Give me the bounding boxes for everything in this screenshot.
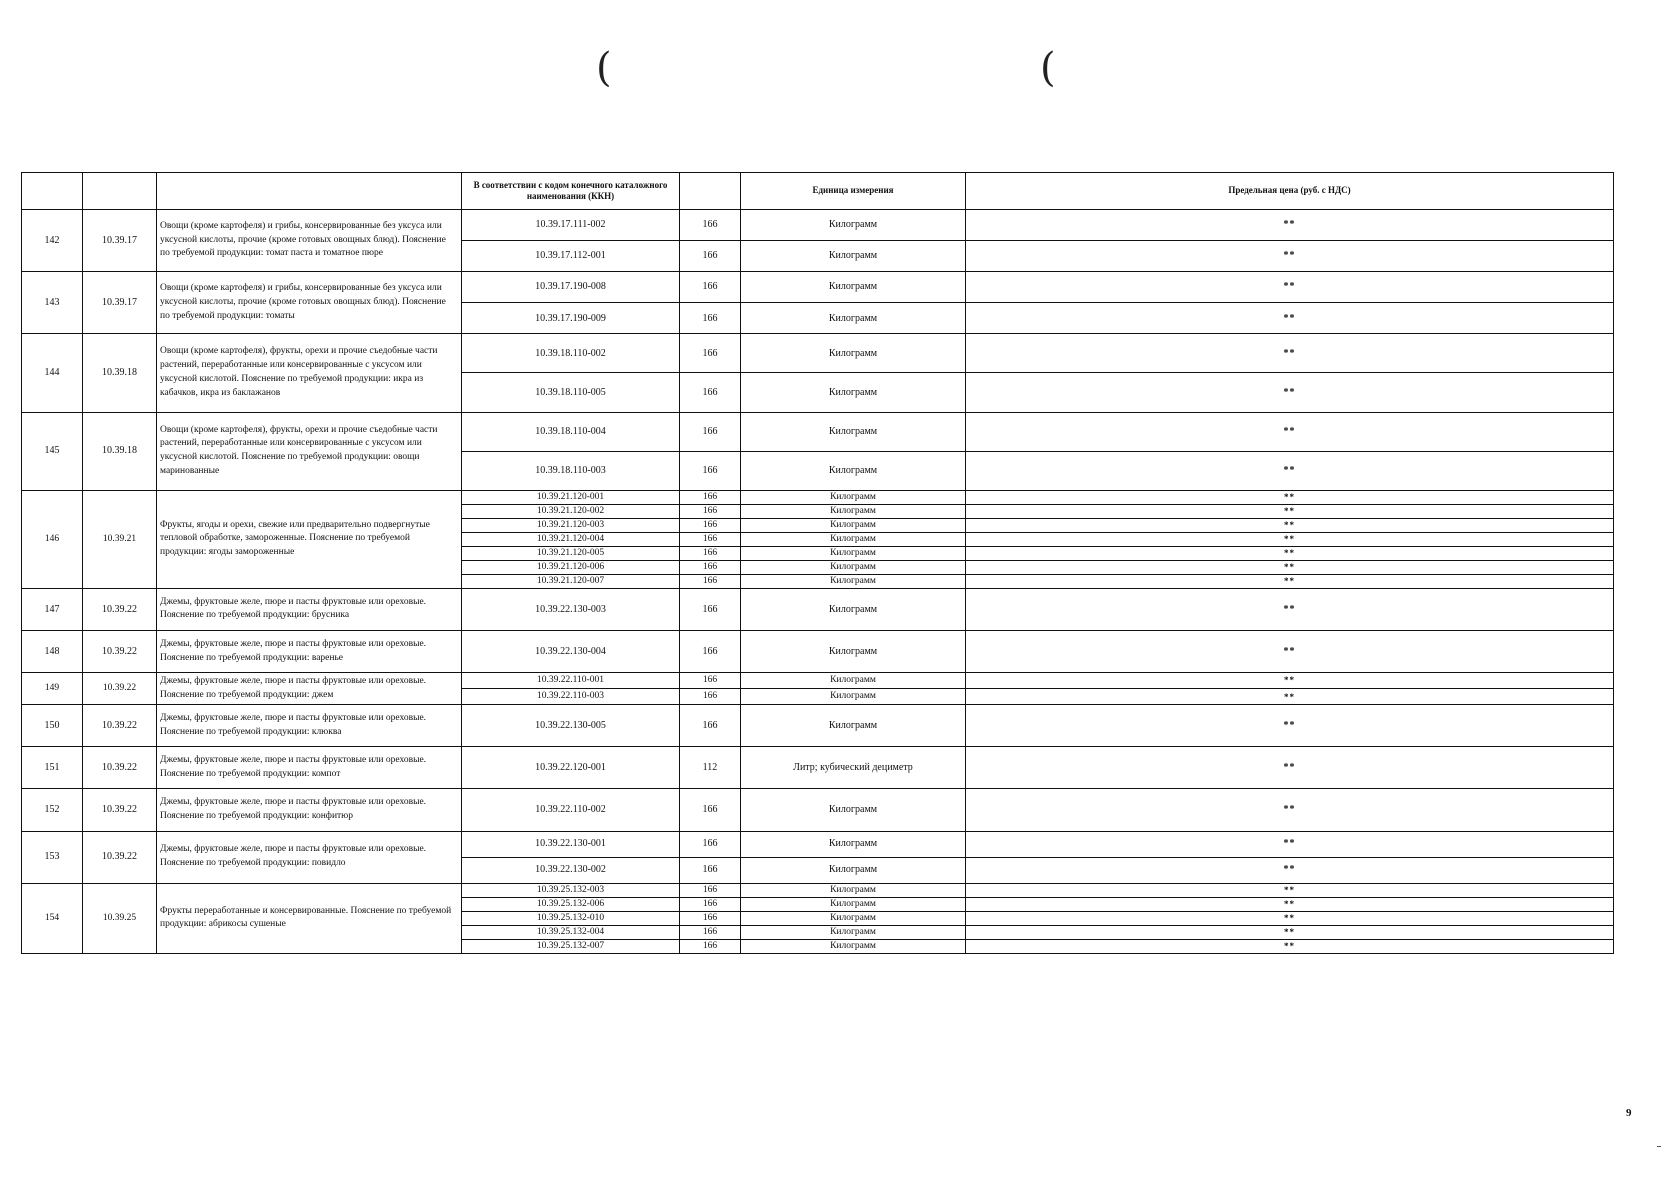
unit-name: Килограмм (741, 210, 966, 241)
bracket-mark-left: ( (596, 45, 612, 91)
unit-name: Килограмм (741, 588, 966, 630)
unit-name: Килограмм (741, 925, 966, 939)
okei-code: 166 (680, 789, 741, 831)
max-price: ** (966, 789, 1614, 831)
table-body (22, 210, 1614, 954)
ktru-code: 10.39.17.190-009 (462, 303, 680, 334)
max-price: ** (966, 897, 1614, 911)
okpd-code: 10.39.22 (83, 673, 157, 705)
ktru-code: 10.39.17.112-001 (462, 241, 680, 272)
ktru-code: 10.39.21.120-002 (462, 504, 680, 518)
unit-name: Килограмм (741, 789, 966, 831)
max-price: ** (966, 210, 1614, 241)
okpd-code: 10.39.18 (83, 334, 157, 412)
header-okei-code (680, 173, 741, 210)
ktru-code: 10.39.25.132-006 (462, 897, 680, 911)
ktru-code: 10.39.22.130-004 (462, 631, 680, 673)
unit-name: Килограмм (741, 560, 966, 574)
max-price: ** (966, 272, 1614, 303)
okpd-code: 10.39.21 (83, 490, 157, 588)
header-unit: Единица измерения (741, 173, 966, 210)
unit-name: Килограмм (741, 334, 966, 373)
product-description: Овощи (кроме картофеля), фрукты, орехи и прочие съедобные части растений, переработанные или консервированные с уксусом или уксусной кислотой. Пояснение по требуемой продукции: икра из кабачков, икра из баклажанов (157, 334, 462, 412)
max-price: ** (966, 303, 1614, 334)
max-price: ** (966, 857, 1614, 883)
max-price: ** (966, 574, 1614, 588)
max-price: ** (966, 883, 1614, 897)
okpd-code: 10.39.22 (83, 705, 157, 747)
okei-code: 166 (680, 210, 741, 241)
okpd-code: 10.39.22 (83, 789, 157, 831)
okei-code: 166 (680, 588, 741, 630)
ktru-code: 10.39.22.120-001 (462, 747, 680, 789)
okei-code: 166 (680, 631, 741, 673)
max-price: ** (966, 925, 1614, 939)
max-price: ** (966, 560, 1614, 574)
ktru-code: 10.39.25.132-003 (462, 883, 680, 897)
product-description: Джемы, фруктовые желе, пюре и пасты фруктовые или ореховые. Пояснение по требуемой продукции: конфитюр (157, 789, 462, 831)
row-number: 150 (22, 705, 83, 747)
okei-code: 166 (680, 857, 741, 883)
product-description: Джемы, фруктовые желе, пюре и пасты фруктовые или ореховые. Пояснение по требуемой продукции: компот (157, 747, 462, 789)
unit-name: Килограмм (741, 412, 966, 451)
unit-name: Килограмм (741, 631, 966, 673)
page-number: 9 (1626, 1107, 1632, 1119)
unit-name: Килограмм (741, 373, 966, 412)
okpd-code: 10.39.22 (83, 831, 157, 883)
price-limits-table (21, 172, 1614, 954)
product-description: Джемы, фруктовые желе, пюре и пасты фруктовые или ореховые. Пояснение по требуемой продукции: джем (157, 673, 462, 705)
row-number: 146 (22, 490, 83, 588)
unit-name: Килограмм (741, 490, 966, 504)
max-price: ** (966, 831, 1614, 857)
okei-code: 166 (680, 673, 741, 689)
okpd-code: 10.39.18 (83, 412, 157, 490)
max-price: ** (966, 588, 1614, 630)
header-okpd-code (83, 173, 157, 210)
unit-name: Килограмм (741, 546, 966, 560)
okei-code: 166 (680, 546, 741, 560)
header-name (157, 173, 462, 210)
table-row (22, 272, 1614, 303)
ktru-code: 10.39.21.120-007 (462, 574, 680, 588)
product-description: Фрукты, ягоды и орехи, свежие или предварительно подвергнутые тепловой обработке, замороженные. Пояснение по требуемой продукции: ягоды замороженные (157, 490, 462, 588)
table-row (22, 412, 1614, 451)
unit-name: Килограмм (741, 272, 966, 303)
ktru-code: 10.39.18.110-002 (462, 334, 680, 373)
unit-name: Килограмм (741, 574, 966, 588)
table-row (22, 334, 1614, 373)
ktru-code: 10.39.25.132-004 (462, 925, 680, 939)
table-row (22, 631, 1614, 673)
max-price: ** (966, 673, 1614, 689)
okpd-code: 10.39.22 (83, 631, 157, 673)
ktru-code: 10.39.25.132-010 (462, 911, 680, 925)
table-row (22, 747, 1614, 789)
max-price: ** (966, 373, 1614, 412)
unit-name: Килограмм (741, 532, 966, 546)
okei-code: 166 (680, 705, 741, 747)
table-row (22, 210, 1614, 241)
product-description: Джемы, фруктовые желе, пюре и пасты фруктовые или ореховые. Пояснение по требуемой продукции: брусника (157, 588, 462, 630)
ktru-code: 10.39.17.111-002 (462, 210, 680, 241)
max-price: ** (966, 241, 1614, 272)
max-price: ** (966, 631, 1614, 673)
okei-code: 112 (680, 747, 741, 789)
product-description: Джемы, фруктовые желе, пюре и пасты фруктовые или ореховые. Пояснение по требуемой продукции: варенье (157, 631, 462, 673)
ktru-code: 10.39.21.120-005 (462, 546, 680, 560)
okpd-code: 10.39.22 (83, 747, 157, 789)
header-ktru-code: В соответствии с кодом конечного каталожного наименования (ККН) (462, 173, 680, 210)
product-description: Овощи (кроме картофеля) и грибы, консервированные без уксуса или уксусной кислоты, прочие (кроме готовых овощных блюд). Пояснение по требуемой продукции: томаты (157, 272, 462, 334)
max-price: ** (966, 939, 1614, 953)
okei-code: 166 (680, 451, 741, 490)
ktru-code: 10.39.22.110-003 (462, 689, 680, 705)
unit-name: Килограмм (741, 303, 966, 334)
table-row (22, 883, 1614, 897)
ktru-code: 10.39.18.110-004 (462, 412, 680, 451)
row-number: 143 (22, 272, 83, 334)
row-number: 154 (22, 883, 83, 953)
okei-code: 166 (680, 504, 741, 518)
ktru-code: 10.39.21.120-004 (462, 532, 680, 546)
product-description: Джемы, фруктовые желе, пюре и пасты фруктовые или ореховые. Пояснение по требуемой продукции: клюква (157, 705, 462, 747)
row-number: 145 (22, 412, 83, 490)
row-number: 153 (22, 831, 83, 883)
max-price: ** (966, 490, 1614, 504)
product-description: Фрукты переработанные и консервированные. Пояснение по требуемой продукции: абрикосы сушеные (157, 883, 462, 953)
ktru-code: 10.39.18.110-003 (462, 451, 680, 490)
unit-name: Килограмм (741, 911, 966, 925)
okei-code: 166 (680, 373, 741, 412)
header-max-price: Предельная цена (руб. с НДС) (966, 173, 1614, 210)
ktru-code: 10.39.22.130-003 (462, 588, 680, 630)
okei-code: 166 (680, 689, 741, 705)
ktru-code: 10.39.21.120-003 (462, 518, 680, 532)
okei-code: 166 (680, 897, 741, 911)
max-price: ** (966, 451, 1614, 490)
header-number (22, 173, 83, 210)
ktru-code: 10.39.22.130-001 (462, 831, 680, 857)
ktru-code: 10.39.22.110-002 (462, 789, 680, 831)
max-price: ** (966, 546, 1614, 560)
row-number: 144 (22, 334, 83, 412)
okei-code: 166 (680, 560, 741, 574)
unit-name: Килограмм (741, 897, 966, 911)
unit-name: Килограмм (741, 857, 966, 883)
product-description: Овощи (кроме картофеля) и грибы, консервированные без уксуса или уксусной кислоты, прочие (кроме готовых овощных блюд). Пояснение по требуемой продукции: томат паста и томатное пюре (157, 210, 462, 272)
unit-name: Килограмм (741, 689, 966, 705)
unit-name: Килограмм (741, 883, 966, 897)
max-price: ** (966, 689, 1614, 705)
okei-code: 166 (680, 883, 741, 897)
max-price: ** (966, 334, 1614, 373)
row-number: 152 (22, 789, 83, 831)
bracket-mark-right: ( (1040, 45, 1056, 91)
row-number: 151 (22, 747, 83, 789)
max-price: ** (966, 705, 1614, 747)
okei-code: 166 (680, 272, 741, 303)
table-row (22, 673, 1614, 689)
row-number: 148 (22, 631, 83, 673)
max-price: ** (966, 504, 1614, 518)
okei-code: 166 (680, 490, 741, 504)
max-price: ** (966, 412, 1614, 451)
scan-artifact (1657, 1146, 1661, 1147)
okpd-code: 10.39.25 (83, 883, 157, 953)
max-price: ** (966, 747, 1614, 789)
table-header (22, 173, 1614, 210)
product-description: Джемы, фруктовые желе, пюре и пасты фруктовые или ореховые. Пояснение по требуемой продукции: повидло (157, 831, 462, 883)
unit-name: Литр; кубический дециметр (741, 747, 966, 789)
row-number: 149 (22, 673, 83, 705)
unit-name: Килограмм (741, 939, 966, 953)
table-row (22, 588, 1614, 630)
okpd-code: 10.39.22 (83, 588, 157, 630)
ktru-code: 10.39.17.190-008 (462, 272, 680, 303)
okpd-code: 10.39.17 (83, 210, 157, 272)
table-row (22, 490, 1614, 504)
table-row (22, 705, 1614, 747)
product-description: Овощи (кроме картофеля), фрукты, орехи и прочие съедобные части растений, переработанные или консервированные с уксусом или уксусной кислотой. Пояснение по требуемой продукции: овощи маринованные (157, 412, 462, 490)
table-row (22, 789, 1614, 831)
okei-code: 166 (680, 241, 741, 272)
okei-code: 166 (680, 925, 741, 939)
okei-code: 166 (680, 532, 741, 546)
unit-name: Килограмм (741, 831, 966, 857)
ktru-code: 10.39.18.110-005 (462, 373, 680, 412)
ktru-code: 10.39.21.120-006 (462, 560, 680, 574)
unit-name: Килограмм (741, 504, 966, 518)
unit-name: Килограмм (741, 241, 966, 272)
unit-name: Килограмм (741, 518, 966, 532)
ktru-code: 10.39.22.110-001 (462, 673, 680, 689)
unit-name: Килограмм (741, 673, 966, 689)
row-number: 147 (22, 588, 83, 630)
row-number: 142 (22, 210, 83, 272)
unit-name: Килограмм (741, 451, 966, 490)
okei-code: 166 (680, 574, 741, 588)
max-price: ** (966, 518, 1614, 532)
okpd-code: 10.39.17 (83, 272, 157, 334)
okei-code: 166 (680, 303, 741, 334)
ktru-code: 10.39.22.130-005 (462, 705, 680, 747)
okei-code: 166 (680, 911, 741, 925)
okei-code: 166 (680, 412, 741, 451)
max-price: ** (966, 532, 1614, 546)
okei-code: 166 (680, 831, 741, 857)
ktru-code: 10.39.25.132-007 (462, 939, 680, 953)
okei-code: 166 (680, 518, 741, 532)
max-price: ** (966, 911, 1614, 925)
table-row (22, 831, 1614, 857)
ktru-code: 10.39.21.120-001 (462, 490, 680, 504)
ktru-code: 10.39.22.130-002 (462, 857, 680, 883)
unit-name: Килограмм (741, 705, 966, 747)
okei-code: 166 (680, 334, 741, 373)
okei-code: 166 (680, 939, 741, 953)
